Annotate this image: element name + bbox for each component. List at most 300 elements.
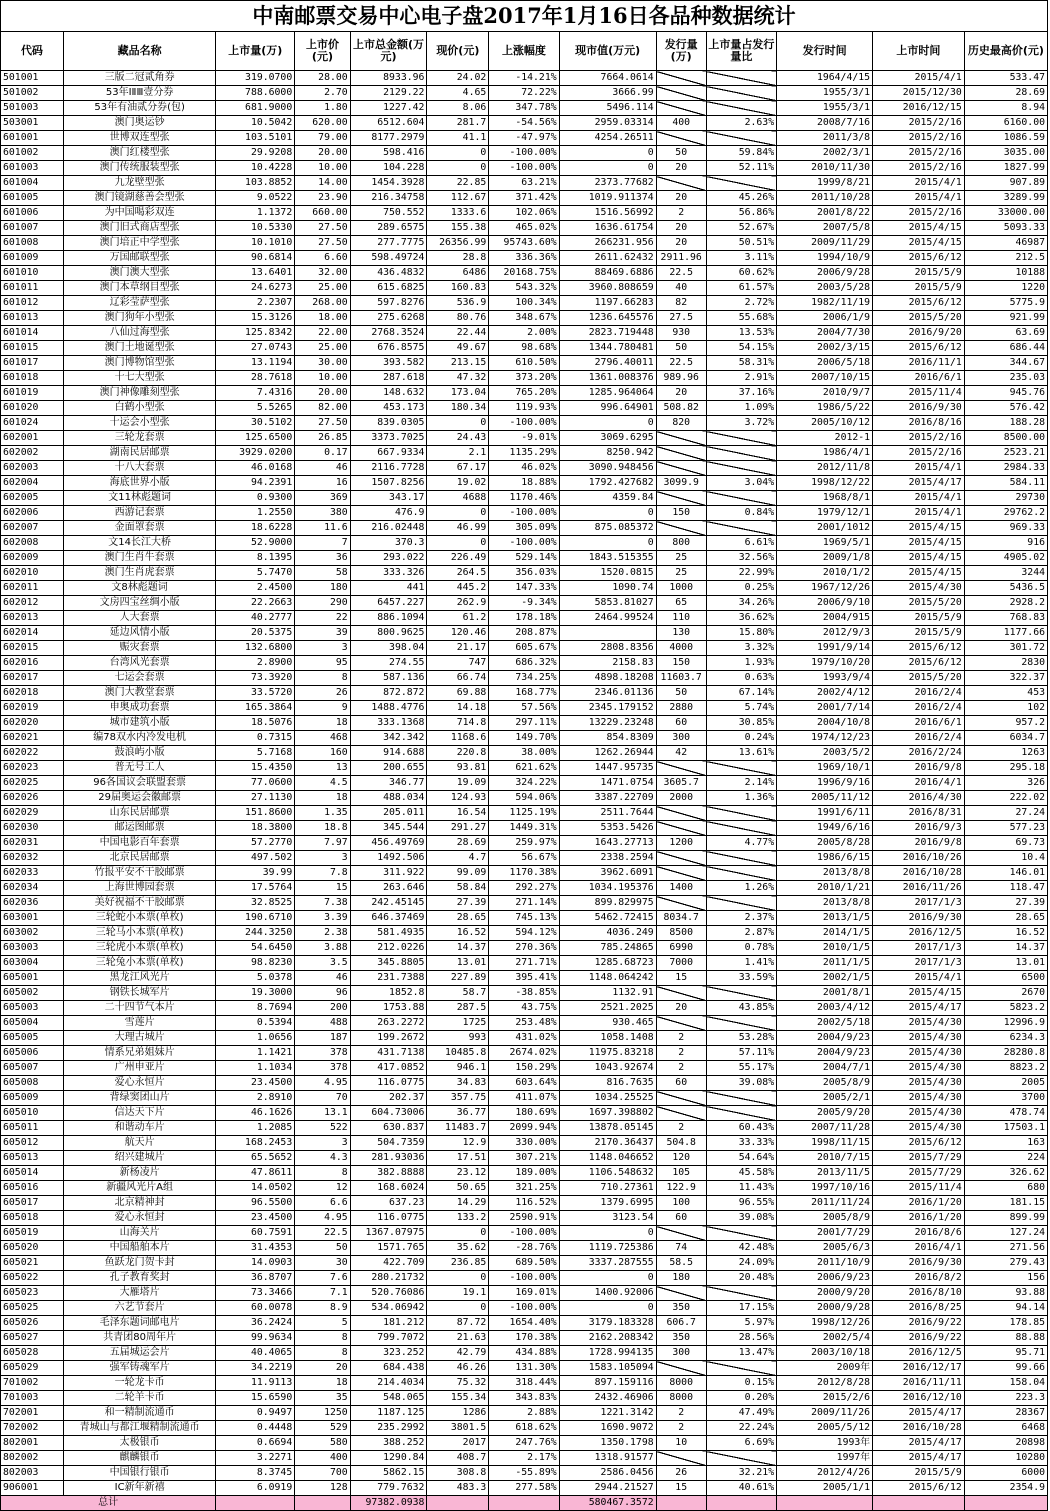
cell-listed-ratio: 1.41% <box>706 956 776 971</box>
cell-current-price: 120.46 <box>427 626 489 641</box>
cell-listed-amount: 148.632 <box>350 386 427 401</box>
cell-listed-price: 25.00 <box>295 281 350 296</box>
cell-listed-amount: 382.8888 <box>350 1166 427 1181</box>
cell-code: 701003 <box>1 1391 64 1406</box>
cell-all-time-high: 8.94 <box>964 101 1047 116</box>
table-row <box>1 236 1048 251</box>
cell-issue-qty: 130 <box>656 626 706 641</box>
cell-issue-date: 1968/8/1 <box>777 491 873 506</box>
cell-issue-date: 1998/12/22 <box>777 476 873 491</box>
cell-listing-date: 2016/9/30 <box>873 401 965 416</box>
cell-change: 56.67% <box>489 851 559 866</box>
cell-listing-date: 2015/6/12 <box>873 251 965 266</box>
cell-listed-price: 28.00 <box>295 71 350 86</box>
cell-all-time-high: 686.44 <box>964 341 1047 356</box>
cell-listing-date: 2015/4/1 <box>873 506 965 521</box>
cell-all-time-high: 8823.2 <box>964 1061 1047 1076</box>
cell-issue-qty <box>656 131 706 146</box>
cell-code: 601024 <box>1 416 64 431</box>
cell-listed-ratio <box>706 896 776 911</box>
cell-listed-price: 468 <box>295 731 350 746</box>
cell-issue-date: 2013/1/5 <box>777 911 873 926</box>
cell-listed-price: 3 <box>295 851 350 866</box>
cell-code: 603002 <box>1 926 64 941</box>
cell-listed-qty: 10.5330 <box>216 221 295 236</box>
cell-change: -9.34% <box>489 596 559 611</box>
cell-listed-amount: 323.252 <box>350 1346 427 1361</box>
cell-all-time-high: 768.83 <box>964 611 1047 626</box>
cell-listing-date: 2015/6/12 <box>873 341 965 356</box>
cell-market-value: 2158.83 <box>559 656 656 671</box>
cell-listed-amount: 274.55 <box>350 656 427 671</box>
cell-issue-date: 1998/12/26 <box>777 1316 873 1331</box>
cell-market-value: 1221.3142 <box>559 1406 656 1421</box>
cell-issue-qty: 50 <box>656 686 706 701</box>
cell-code: 601004 <box>1 176 64 191</box>
cell-listed-price: 18.00 <box>295 311 350 326</box>
cell-change: 356.03% <box>489 566 559 581</box>
cell-listing-date: 2016/4/30 <box>873 791 965 806</box>
cell-change: -28.76% <box>489 1241 559 1256</box>
cell-issue-date: 2012/11/8 <box>777 461 873 476</box>
cell-all-time-high: 33000.00 <box>964 206 1047 221</box>
table-row <box>1 551 1048 566</box>
cell-market-value: 2808.8356 <box>559 641 656 656</box>
cell-current-price: 4.7 <box>427 851 489 866</box>
table-row <box>1 1031 1048 1046</box>
cell-listed-price: 180 <box>295 581 350 596</box>
cell-name: 文房四宝丝绸小版 <box>63 596 215 611</box>
cell-listed-amount: 200.655 <box>350 761 427 776</box>
cell-listed-price: 70 <box>295 1091 350 1106</box>
cell-all-time-high: 12996.9 <box>964 1016 1047 1031</box>
cell-issue-date: 2009/11/29 <box>777 236 873 251</box>
cell-code: 601002 <box>1 146 64 161</box>
cell-listing-date: 2015/6/12 <box>873 1136 965 1151</box>
table-row <box>1 266 1048 281</box>
cell-market-value: 1344.780481 <box>559 341 656 356</box>
table-row <box>1 1001 1048 1016</box>
cell-listed-qty: 36.8707 <box>216 1271 295 1286</box>
cell-listed-price: 26.85 <box>295 431 350 446</box>
cell-listed-amount: 6512.604 <box>350 116 427 131</box>
cell-name: 万国邮联型张 <box>63 251 215 266</box>
cell-listed-amount: 417.0852 <box>350 1061 427 1076</box>
cell-listed-ratio: 58.31% <box>706 356 776 371</box>
cell-market-value: 875.085372 <box>559 521 656 536</box>
cell-all-time-high: 279.43 <box>964 1256 1047 1271</box>
cell-listing-date: 2016/6/1 <box>873 716 965 731</box>
table-row <box>1 1121 1048 1136</box>
cell-current-price: 22.85 <box>427 176 489 191</box>
cell-code: 601020 <box>1 401 64 416</box>
cell-issue-qty <box>656 761 706 776</box>
table-row <box>1 851 1048 866</box>
cell-code: 601012 <box>1 296 64 311</box>
cell-issue-date: 2009/11/26 <box>777 1406 873 1421</box>
cell-name: 三轮马小本票(单枚) <box>63 926 215 941</box>
cell-code: 601005 <box>1 191 64 206</box>
cell-name: 六艺节套片 <box>63 1301 215 1316</box>
cell-listed-qty: 5.7470 <box>216 566 295 581</box>
cell-listed-amount: 168.6024 <box>350 1181 427 1196</box>
cell-issue-qty: 2000 <box>656 791 706 806</box>
cell-name: 北京精神封 <box>63 1196 215 1211</box>
cell-name: 山东民居邮票 <box>63 806 215 821</box>
cell-listing-date: 2015/7/29 <box>873 1151 965 1166</box>
cell-market-value: 2170.36437 <box>559 1136 656 1151</box>
cell-listed-price: 10.00 <box>295 161 350 176</box>
cell-all-time-high: 907.89 <box>964 176 1047 191</box>
cell-listed-price: 4.5 <box>295 776 350 791</box>
cell-name: 雪莲片 <box>63 1016 215 1031</box>
cell-listed-ratio: 11.43% <box>706 1181 776 1196</box>
cell-listed-qty: 11.9113 <box>216 1376 295 1391</box>
cell-listed-ratio: 67.14% <box>706 686 776 701</box>
cell-code: 602013 <box>1 611 64 626</box>
cell-listed-amount: 534.06942 <box>350 1301 427 1316</box>
cell-listed-qty: 27.0743 <box>216 341 295 356</box>
cell-change: 150.29% <box>489 1061 559 1076</box>
header-listed-qty: 上市量(万) <box>216 32 295 71</box>
cell-current-price: 8.06 <box>427 101 489 116</box>
cell-current-price: 17.51 <box>427 1151 489 1166</box>
table-row <box>1 716 1048 731</box>
cell-listed-qty: 125.6500 <box>216 431 295 446</box>
cell-current-price: 173.04 <box>427 386 489 401</box>
cell-name: 八仙过海型张 <box>63 326 215 341</box>
cell-issue-date: 2005/8/9 <box>777 1211 873 1226</box>
cell-listed-ratio: 47.49% <box>706 1406 776 1421</box>
cell-listed-ratio <box>706 761 776 776</box>
cell-issue-date: 2005/6/3 <box>777 1241 873 1256</box>
cell-code: 605009 <box>1 1091 64 1106</box>
cell-name: 澳门土地诞型张 <box>63 341 215 356</box>
cell-name: 普无号工人 <box>63 761 215 776</box>
cell-change: 594.12% <box>489 926 559 941</box>
cell-market-value: 3387.22709 <box>559 791 656 806</box>
table-row <box>1 596 1048 611</box>
cell-change: 95743.60% <box>489 236 559 251</box>
cell-listed-qty: 65.5652 <box>216 1151 295 1166</box>
cell-listed-price: 35 <box>295 1391 350 1406</box>
cell-name: 文11林彪题词 <box>63 491 215 506</box>
cell-listed-price: 12 <box>295 1181 350 1196</box>
cell-code: 605005 <box>1 1031 64 1046</box>
cell-issue-qty: 8000 <box>656 1376 706 1391</box>
cell-all-time-high: 969.33 <box>964 521 1047 536</box>
cell-listing-date: 2015/2/16 <box>873 446 965 461</box>
cell-listed-amount: 393.582 <box>350 356 427 371</box>
cell-all-time-high: 118.47 <box>964 881 1047 896</box>
cell-listed-ratio: 3.72% <box>706 416 776 431</box>
cell-change: 343.83% <box>489 1391 559 1406</box>
cell-listed-qty: 5.0378 <box>216 971 295 986</box>
cell-code: 605016 <box>1 1181 64 1196</box>
cell-code: 602025 <box>1 776 64 791</box>
cell-listed-qty: 77.0600 <box>216 776 295 791</box>
table-row <box>1 1211 1048 1226</box>
cell-change: 297.11% <box>489 716 559 731</box>
cell-listed-price: 400 <box>295 1451 350 1466</box>
cell-current-price: 483.3 <box>427 1481 489 1496</box>
cell-issue-qty: 22.5 <box>656 266 706 281</box>
cell-current-price: 714.8 <box>427 716 489 731</box>
cell-listed-ratio: 17.15% <box>706 1301 776 1316</box>
cell-listed-price: 369 <box>295 491 350 506</box>
cell-issue-qty: 350 <box>656 1301 706 1316</box>
cell-listed-amount: 676.8575 <box>350 341 427 356</box>
cell-name: 信达天下片 <box>63 1106 215 1121</box>
cell-listed-price: 200 <box>295 1001 350 1016</box>
cell-listed-ratio: 52.11% <box>706 161 776 176</box>
cell-listing-date: 2016/11/11 <box>873 1376 965 1391</box>
cell-listed-qty: 60.0078 <box>216 1301 295 1316</box>
cell-code: 602034 <box>1 881 64 896</box>
cell-all-time-high: 235.03 <box>964 371 1047 386</box>
cell-name: 申奥成功套票 <box>63 701 215 716</box>
header-name: 藏品名称 <box>63 32 215 71</box>
cell-code: 602030 <box>1 821 64 836</box>
table-row <box>1 536 1048 551</box>
cell-issue-qty: 508.82 <box>656 401 706 416</box>
cell-issue-qty: 8034.7 <box>656 911 706 926</box>
table-row <box>1 1136 1048 1151</box>
cell-listing-date: 2016/11/26 <box>873 881 965 896</box>
cell-listing-date: 2015/4/17 <box>873 1001 965 1016</box>
cell-listed-price: 378 <box>295 1046 350 1061</box>
cell-listed-qty: 0.5394 <box>216 1016 295 1031</box>
header-issue-date: 发行时间 <box>777 32 873 71</box>
table-row <box>1 311 1048 326</box>
cell-change: 18.88% <box>489 476 559 491</box>
cell-issue-qty: 110 <box>656 611 706 626</box>
cell-current-price: 14.37 <box>427 941 489 956</box>
cell-name: 澳门博物馆型张 <box>63 356 215 371</box>
table-row <box>1 1256 1048 1271</box>
cell-listed-price: 22.00 <box>295 326 350 341</box>
cell-listing-date: 2015/4/15 <box>873 536 965 551</box>
cell-market-value: 1636.61754 <box>559 221 656 236</box>
cell-change: 2.88% <box>489 1406 559 1421</box>
cell-listed-amount: 872.872 <box>350 686 427 701</box>
cell-listed-amount: 587.136 <box>350 671 427 686</box>
cell-code: 601008 <box>1 236 64 251</box>
cell-listed-ratio: 1.09% <box>706 401 776 416</box>
table-row <box>1 656 1048 671</box>
cell-issue-qty: 6990 <box>656 941 706 956</box>
cell-code: 603003 <box>1 941 64 956</box>
cell-listed-amount: 2129.22 <box>350 86 427 101</box>
cell-code: 605010 <box>1 1106 64 1121</box>
cell-listed-price: 660.00 <box>295 206 350 221</box>
cell-code: 501002 <box>1 86 64 101</box>
cell-issue-date: 1996/9/16 <box>777 776 873 791</box>
table-row <box>1 161 1048 176</box>
cell-current-price: 747 <box>427 656 489 671</box>
cell-name: 澳门神像雕刻型张 <box>63 386 215 401</box>
cell-listed-price: 2.70 <box>295 86 350 101</box>
cell-change: 411.07% <box>489 1091 559 1106</box>
cell-listed-ratio <box>706 866 776 881</box>
cell-listed-amount: 839.0305 <box>350 416 427 431</box>
total-empty-cell <box>295 1496 350 1511</box>
cell-current-price: 69.88 <box>427 686 489 701</box>
cell-listed-ratio: 0.20% <box>706 1391 776 1406</box>
cell-code: 602012 <box>1 596 64 611</box>
cell-listed-qty: 125.8342 <box>216 326 295 341</box>
cell-listed-price: 9 <box>295 701 350 716</box>
cell-name: 鱼跃龙门贺卡封 <box>63 1256 215 1271</box>
cell-listed-price: 30 <box>295 1256 350 1271</box>
cell-listed-qty: 57.2770 <box>216 836 295 851</box>
cell-listed-qty: 190.6710 <box>216 911 295 926</box>
cell-listed-qty: 1.2085 <box>216 1121 295 1136</box>
cell-listed-price: 1.80 <box>295 101 350 116</box>
cell-listed-price: 8.9 <box>295 1301 350 1316</box>
cell-listed-price: 13 <box>295 761 350 776</box>
cell-name: 孔子教育奖封 <box>63 1271 215 1286</box>
cell-issue-date: 2006/5/18 <box>777 356 873 371</box>
cell-all-time-high: 5093.33 <box>964 221 1047 236</box>
cell-issue-date: 2012/9/3 <box>777 626 873 641</box>
cell-all-time-high: 1177.66 <box>964 626 1047 641</box>
table-row <box>1 956 1048 971</box>
cell-listed-price: 7.1 <box>295 1286 350 1301</box>
cell-issue-qty <box>656 521 706 536</box>
cell-code: 802003 <box>1 1466 64 1481</box>
cell-issue-date: 2002/1/5 <box>777 971 873 986</box>
cell-listed-price: 30.00 <box>295 356 350 371</box>
cell-listed-price: 25.00 <box>295 341 350 356</box>
cell-listed-ratio: 0.78% <box>706 941 776 956</box>
cell-change: 168.77% <box>489 686 559 701</box>
cell-name: 澳门奥运钞 <box>63 116 215 131</box>
cell-listing-date: 2015/4/15 <box>873 566 965 581</box>
cell-name: 澳门澳大型张 <box>63 266 215 281</box>
cell-change: 208.87% <box>489 626 559 641</box>
cell-issue-date: 2006/9/28 <box>777 266 873 281</box>
cell-listed-amount: 212.0226 <box>350 941 427 956</box>
cell-name: 三轮龙套票 <box>63 431 215 446</box>
cell-issue-date: 2001/1012 <box>777 521 873 536</box>
cell-listing-date: 2016/2/4 <box>873 686 965 701</box>
cell-issue-date: 2002/4/12 <box>777 686 873 701</box>
cell-code: 605006 <box>1 1046 64 1061</box>
cell-listed-ratio: 3.32% <box>706 641 776 656</box>
cell-listed-ratio <box>706 1091 776 1106</box>
table-row <box>1 401 1048 416</box>
cell-code: 602029 <box>1 806 64 821</box>
cell-code: 605025 <box>1 1301 64 1316</box>
cell-name: 和谐动车片 <box>63 1121 215 1136</box>
cell-all-time-high: 20898 <box>964 1436 1047 1451</box>
cell-listing-date: 2016/1/20 <box>873 1211 965 1226</box>
table-row <box>1 866 1048 881</box>
table-row <box>1 281 1048 296</box>
cell-name: 世博双连型张 <box>63 131 215 146</box>
cell-code: 602026 <box>1 791 64 806</box>
cell-market-value: 1379.6995 <box>559 1196 656 1211</box>
cell-listed-price: 32.00 <box>295 266 350 281</box>
cell-issue-qty <box>656 1286 706 1301</box>
cell-all-time-high: 584.11 <box>964 476 1047 491</box>
cell-current-price: 66.74 <box>427 671 489 686</box>
cell-issue-qty: 27.5 <box>656 311 706 326</box>
cell-listed-ratio: 55.17% <box>706 1061 776 1076</box>
cell-current-price: 21.63 <box>427 1331 489 1346</box>
cell-listed-ratio: 50.51% <box>706 236 776 251</box>
cell-listing-date: 2015/4/1 <box>873 971 965 986</box>
cell-listed-price: 79.00 <box>295 131 350 146</box>
cell-issue-date: 2004/7/30 <box>777 326 873 341</box>
cell-issue-qty: 8500 <box>656 926 706 941</box>
cell-listed-ratio: 2.37% <box>706 911 776 926</box>
cell-listed-price: 95 <box>295 656 350 671</box>
cell-listed-ratio: 37.16% <box>706 386 776 401</box>
cell-issue-date: 2003/4/12 <box>777 1001 873 1016</box>
cell-listing-date: 2015/4/15 <box>873 551 965 566</box>
cell-all-time-high: 2830 <box>964 656 1047 671</box>
table-row <box>1 1436 1048 1451</box>
cell-market-value: 3960.808659 <box>559 281 656 296</box>
cell-all-time-high: 163 <box>964 1136 1047 1151</box>
cell-listed-price: 3.88 <box>295 941 350 956</box>
cell-listed-ratio: 0.63% <box>706 671 776 686</box>
cell-listing-date: 2016/10/26 <box>873 851 965 866</box>
cell-issue-date: 2012/4/26 <box>777 1466 873 1481</box>
cell-market-value: 13878.05145 <box>559 1121 656 1136</box>
table-row <box>1 341 1048 356</box>
cell-change: 1654.40% <box>489 1316 559 1331</box>
total-empty-cell <box>777 1496 873 1511</box>
cell-listed-qty: 151.8600 <box>216 806 295 821</box>
cell-listed-amount: 1507.8256 <box>350 476 427 491</box>
cell-code: 702001 <box>1 1406 64 1421</box>
cell-code: 501001 <box>1 71 64 86</box>
table-row <box>1 1181 1048 1196</box>
cell-market-value: 897.159116 <box>559 1376 656 1391</box>
cell-listed-ratio: 55.68% <box>706 311 776 326</box>
cell-all-time-high: 188.28 <box>964 416 1047 431</box>
cell-listed-price: 160 <box>295 746 350 761</box>
cell-listed-price: 187 <box>295 1031 350 1046</box>
cell-listed-price: 15 <box>295 881 350 896</box>
header-market-value: 现市值(万元) <box>559 32 656 71</box>
cell-all-time-high: 28280.8 <box>964 1046 1047 1061</box>
cell-issue-date: 2011/3/8 <box>777 131 873 146</box>
cell-issue-date: 2000/9/20 <box>777 1286 873 1301</box>
cell-market-value: 1106.548632 <box>559 1166 656 1181</box>
cell-all-time-high: 2523.21 <box>964 446 1047 461</box>
cell-all-time-high: 10188 <box>964 266 1047 281</box>
cell-listed-ratio: 5.74% <box>706 701 776 716</box>
cell-listed-price: 0.17 <box>295 446 350 461</box>
cell-listed-qty: 34.2219 <box>216 1361 295 1376</box>
cell-code: 605012 <box>1 1136 64 1151</box>
cell-all-time-high: 28.69 <box>964 86 1047 101</box>
cell-market-value: 3179.183328 <box>559 1316 656 1331</box>
cell-market-value: 5853.81027 <box>559 596 656 611</box>
cell-listed-amount: 422.709 <box>350 1256 427 1271</box>
cell-issue-date: 1955/3/1 <box>777 86 873 101</box>
cell-name: 共青团80周年片 <box>63 1331 215 1346</box>
table-row <box>1 566 1048 581</box>
cell-listed-amount: 1187.125 <box>350 1406 427 1421</box>
cell-current-price: 0 <box>427 536 489 551</box>
cell-listed-ratio: 24.09% <box>706 1256 776 1271</box>
table-row <box>1 386 1048 401</box>
